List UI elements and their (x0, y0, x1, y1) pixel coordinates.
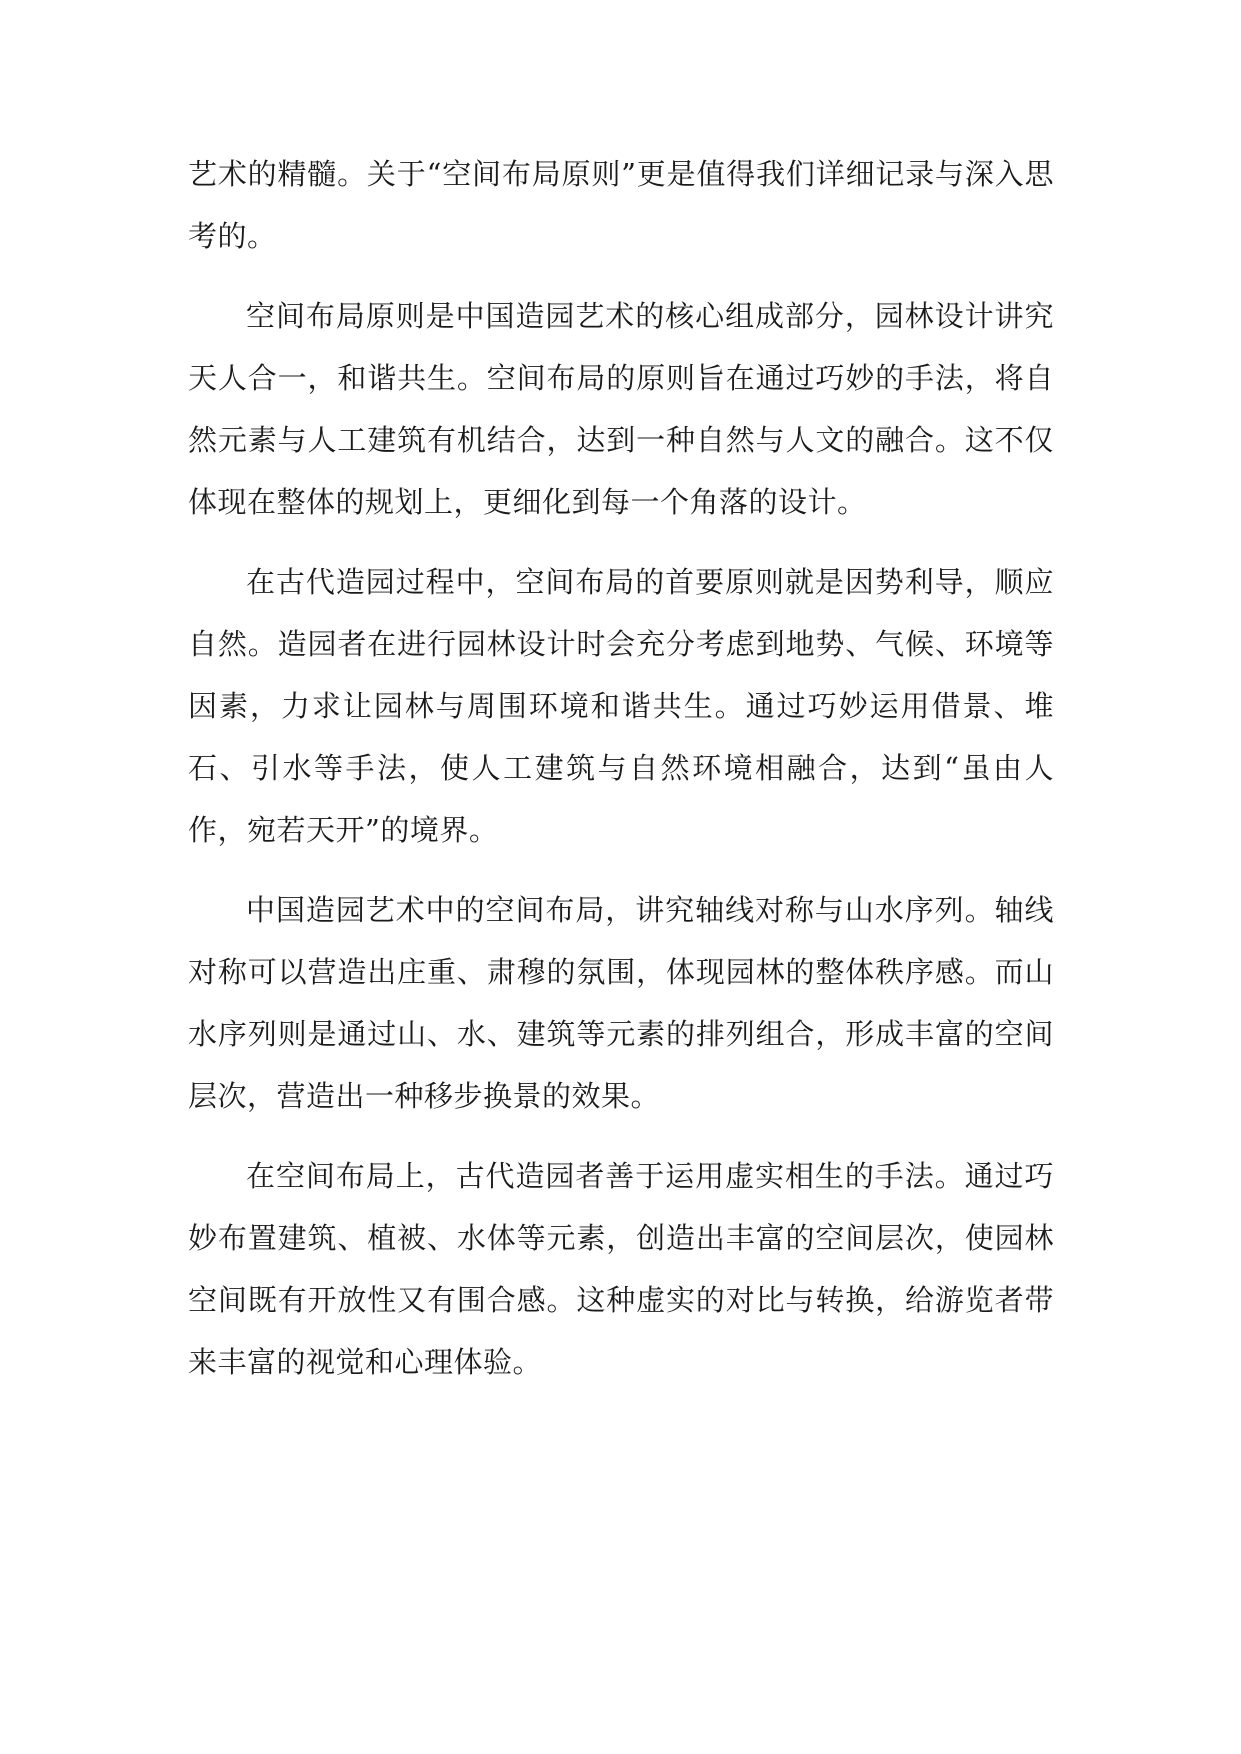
paragraph-continuation: 艺术的精髓。关于“空间布局原则”更是值得我们详细记录与深入思考的。 (188, 157, 1054, 253)
document-body (188, 143, 1054, 1411)
paragraph-follow-nature: 在古代造园过程中，空间布局的首要原则就是因势利导，顺应自然。造园者在进行园林设计时会充分考虑到地势、气候、环境等因素，力求让园林与周围环境和谐共生。通过巧妙运用借景、堆石、引水等手法，使人工建筑与自然环境相融合，达到“虽由人作，宛若天开”的境界。 (188, 565, 1054, 847)
paragraph-spatial-layout-principle: 空间布局原则是中国造园艺术的核心组成部分，园林设计讲究天人合一，和谐共生。空间布局的原则旨在通过巧妙的手法，将自然元素与人工建筑有机结合，达到一种自然与人文的融合。这不仅体现在整体的规划上，更细化到每一个角落的设计。 (188, 299, 1054, 519)
paragraph-void-and-solid: 在空间布局上，古代造园者善于运用虚实相生的手法。通过巧妙布置建筑、植被、水体等元素，创造出丰富的空间层次，使园林空间既有开放性又有围合感。这种虚实的对比与转换，给游览者带来丰富的视觉和心理体验。 (188, 1159, 1054, 1379)
paragraph-axial-symmetry: 中国造园艺术中的空间布局，讲究轴线对称与山水序列。轴线对称可以营造出庄重、肃穆的氛围，体现园林的整体秩序感。而山水序列则是通过山、水、建筑等元素的排列组合，形成丰富的空间层次，营造出一种移步换景的效果。 (188, 893, 1054, 1113)
